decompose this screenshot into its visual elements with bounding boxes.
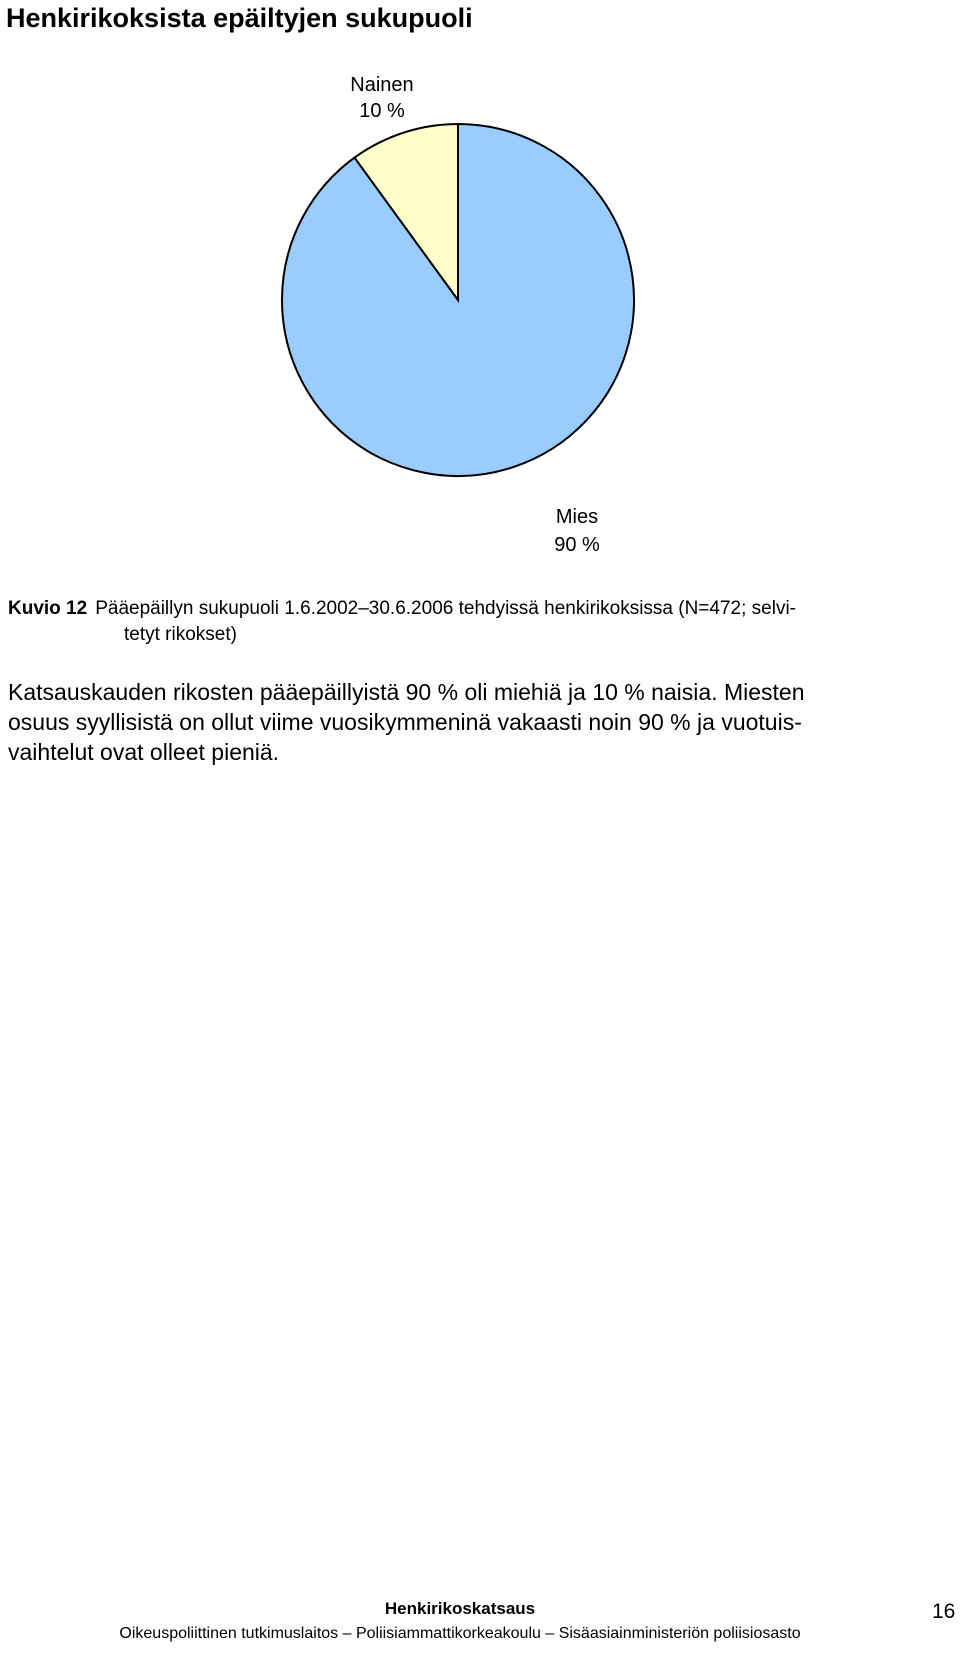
slice-label-mies: Mies [555,506,599,528]
footer-title: Henkirikoskatsaus [384,1599,536,1618]
slice-value-mies: 90 % [554,534,600,556]
section-title: Henkirikoksista epäiltyjen sukupuoli [6,3,473,33]
caption-text-line-1: Pääepäillyn sukupuoli 1.6.2002–30.6.2006 tehdyissä henkirikoksissa (N=472; selvi- [95,598,796,619]
footer-institutions: Oikeuspoliittinen tutkimuslaitos – Poliisiammattikorkeakoulu – Sisäasiainministeriön poliisiosasto [119,1625,801,1642]
figure-caption [8,596,948,648]
slice-label-nainen: Nainen [350,74,414,96]
slice-value-nainen: 10 % [359,100,405,122]
pie-chart [0,60,960,570]
caption-number: Kuvio 12 [8,598,88,619]
body-line-2: osuus syyllisistä on ollut viime vuosikymmeninä vakaasti noin 90 % ja vuotuis- [8,709,802,735]
page-number: 16 [932,1600,956,1623]
caption-text-line-2: tetyt rikokset) [124,624,237,645]
body-line-3: vaihtelut ovat olleet pieniä. [8,739,280,765]
body-paragraph [8,677,948,767]
body-line-1: Katsauskauden rikosten pääepäillyistä 90 % oli miehiä ja 10 % naisia. Miesten [8,679,805,705]
